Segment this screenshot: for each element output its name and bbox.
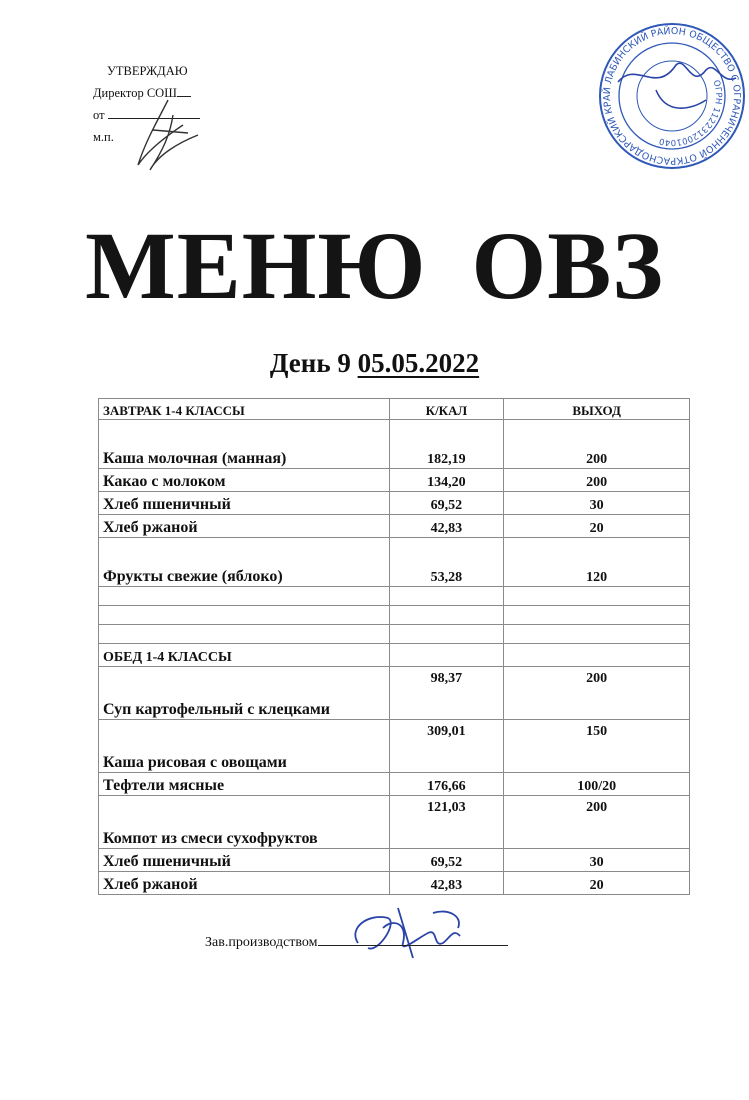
dish-output: 150 [504,720,690,773]
day-heading [0,348,749,379]
production-manager-signature [338,898,478,968]
day-label: День 9 [269,348,351,378]
day-date: 05.05.2022 [357,348,480,378]
table-row [99,849,690,872]
from-label: от [93,108,105,122]
dish-name: Хлеб пшеничный [99,492,390,515]
table-header-row [99,399,690,420]
dish-kcal: 53,28 [389,538,504,587]
table-row [99,796,690,849]
dish-name: Каша рисовая с овощами [99,720,390,773]
dish-kcal: 42,83 [389,872,504,895]
stamp-ogrn-text: ОГРН 1122312001040 [658,78,724,148]
dish-name: Каша молочная (манная) [99,420,390,469]
dish-output: 20 [504,872,690,895]
dish-kcal: 182,19 [389,420,504,469]
table-row [99,667,690,720]
table-row [99,492,690,515]
dish-kcal: 42,83 [389,515,504,538]
dish-kcal: 134,20 [389,469,504,492]
dish-kcal: 309,01 [389,720,504,773]
dish-output: 200 [504,667,690,720]
page-title: МЕНЮ ОВЗ [85,212,664,319]
dish-name: Компот из смеси сухофруктов [99,796,390,849]
director-signature [128,95,208,175]
dish-output: 30 [504,849,690,872]
empty-row [99,625,690,644]
director-label: Директор СОШ [93,86,177,100]
table-row [99,538,690,587]
dish-output: 200 [504,796,690,849]
table-row [99,720,690,773]
dish-kcal: 121,03 [389,796,504,849]
lunch-header: ОБЕД 1-4 КЛАССЫ [99,644,390,667]
dish-name: Хлеб пшеничный [99,849,390,872]
dish-kcal: 69,52 [389,492,504,515]
header-output: ВЫХОД [504,399,690,420]
dish-name: Хлеб ржаной [99,872,390,895]
dish-kcal: 176,66 [389,773,504,796]
organization-stamp [596,20,748,172]
table-row [99,872,690,895]
dish-name: Хлеб ржаной [99,515,390,538]
dish-output: 100/20 [504,773,690,796]
dish-kcal: 98,37 [389,667,504,720]
dish-name: Какао с молоком [99,469,390,492]
dish-output: 120 [504,538,690,587]
empty-row [99,606,690,625]
dish-output: 200 [504,420,690,469]
footer [205,935,508,951]
table-row [99,773,690,796]
approve-label: УТВЕРЖДАЮ [107,64,188,78]
stamp-org-text: КРАСНОДАРСКИЙ КРАЙ ЛАБИНСКИЙ РАЙОН ОБЩЕСТВО С ОГРАНИЧЕННОЙ ОТВЕТСТВЕННОСТЬЮ [601,25,743,167]
lunch-header-row [99,644,690,667]
dish-name: Суп картофельный с клецками [99,667,390,720]
menu-table [98,398,690,895]
header-kcal: К/КАЛ [389,399,504,420]
dish-name: Фрукты свежие (яблоко) [99,538,390,587]
table-row [99,420,690,469]
seal-place-label: м.п. [93,130,114,144]
empty-row [99,587,690,606]
dish-name: Тефтели мясные [99,773,390,796]
footer-signature-line [318,945,508,946]
footer-label: Зав.производством [205,935,318,950]
table-row [99,515,690,538]
dish-output: 200 [504,469,690,492]
dish-kcal: 69,52 [389,849,504,872]
header-meal: ЗАВТРАК 1-4 КЛАССЫ [99,399,390,420]
table-row [99,469,690,492]
dish-output: 20 [504,515,690,538]
dish-output: 30 [504,492,690,515]
